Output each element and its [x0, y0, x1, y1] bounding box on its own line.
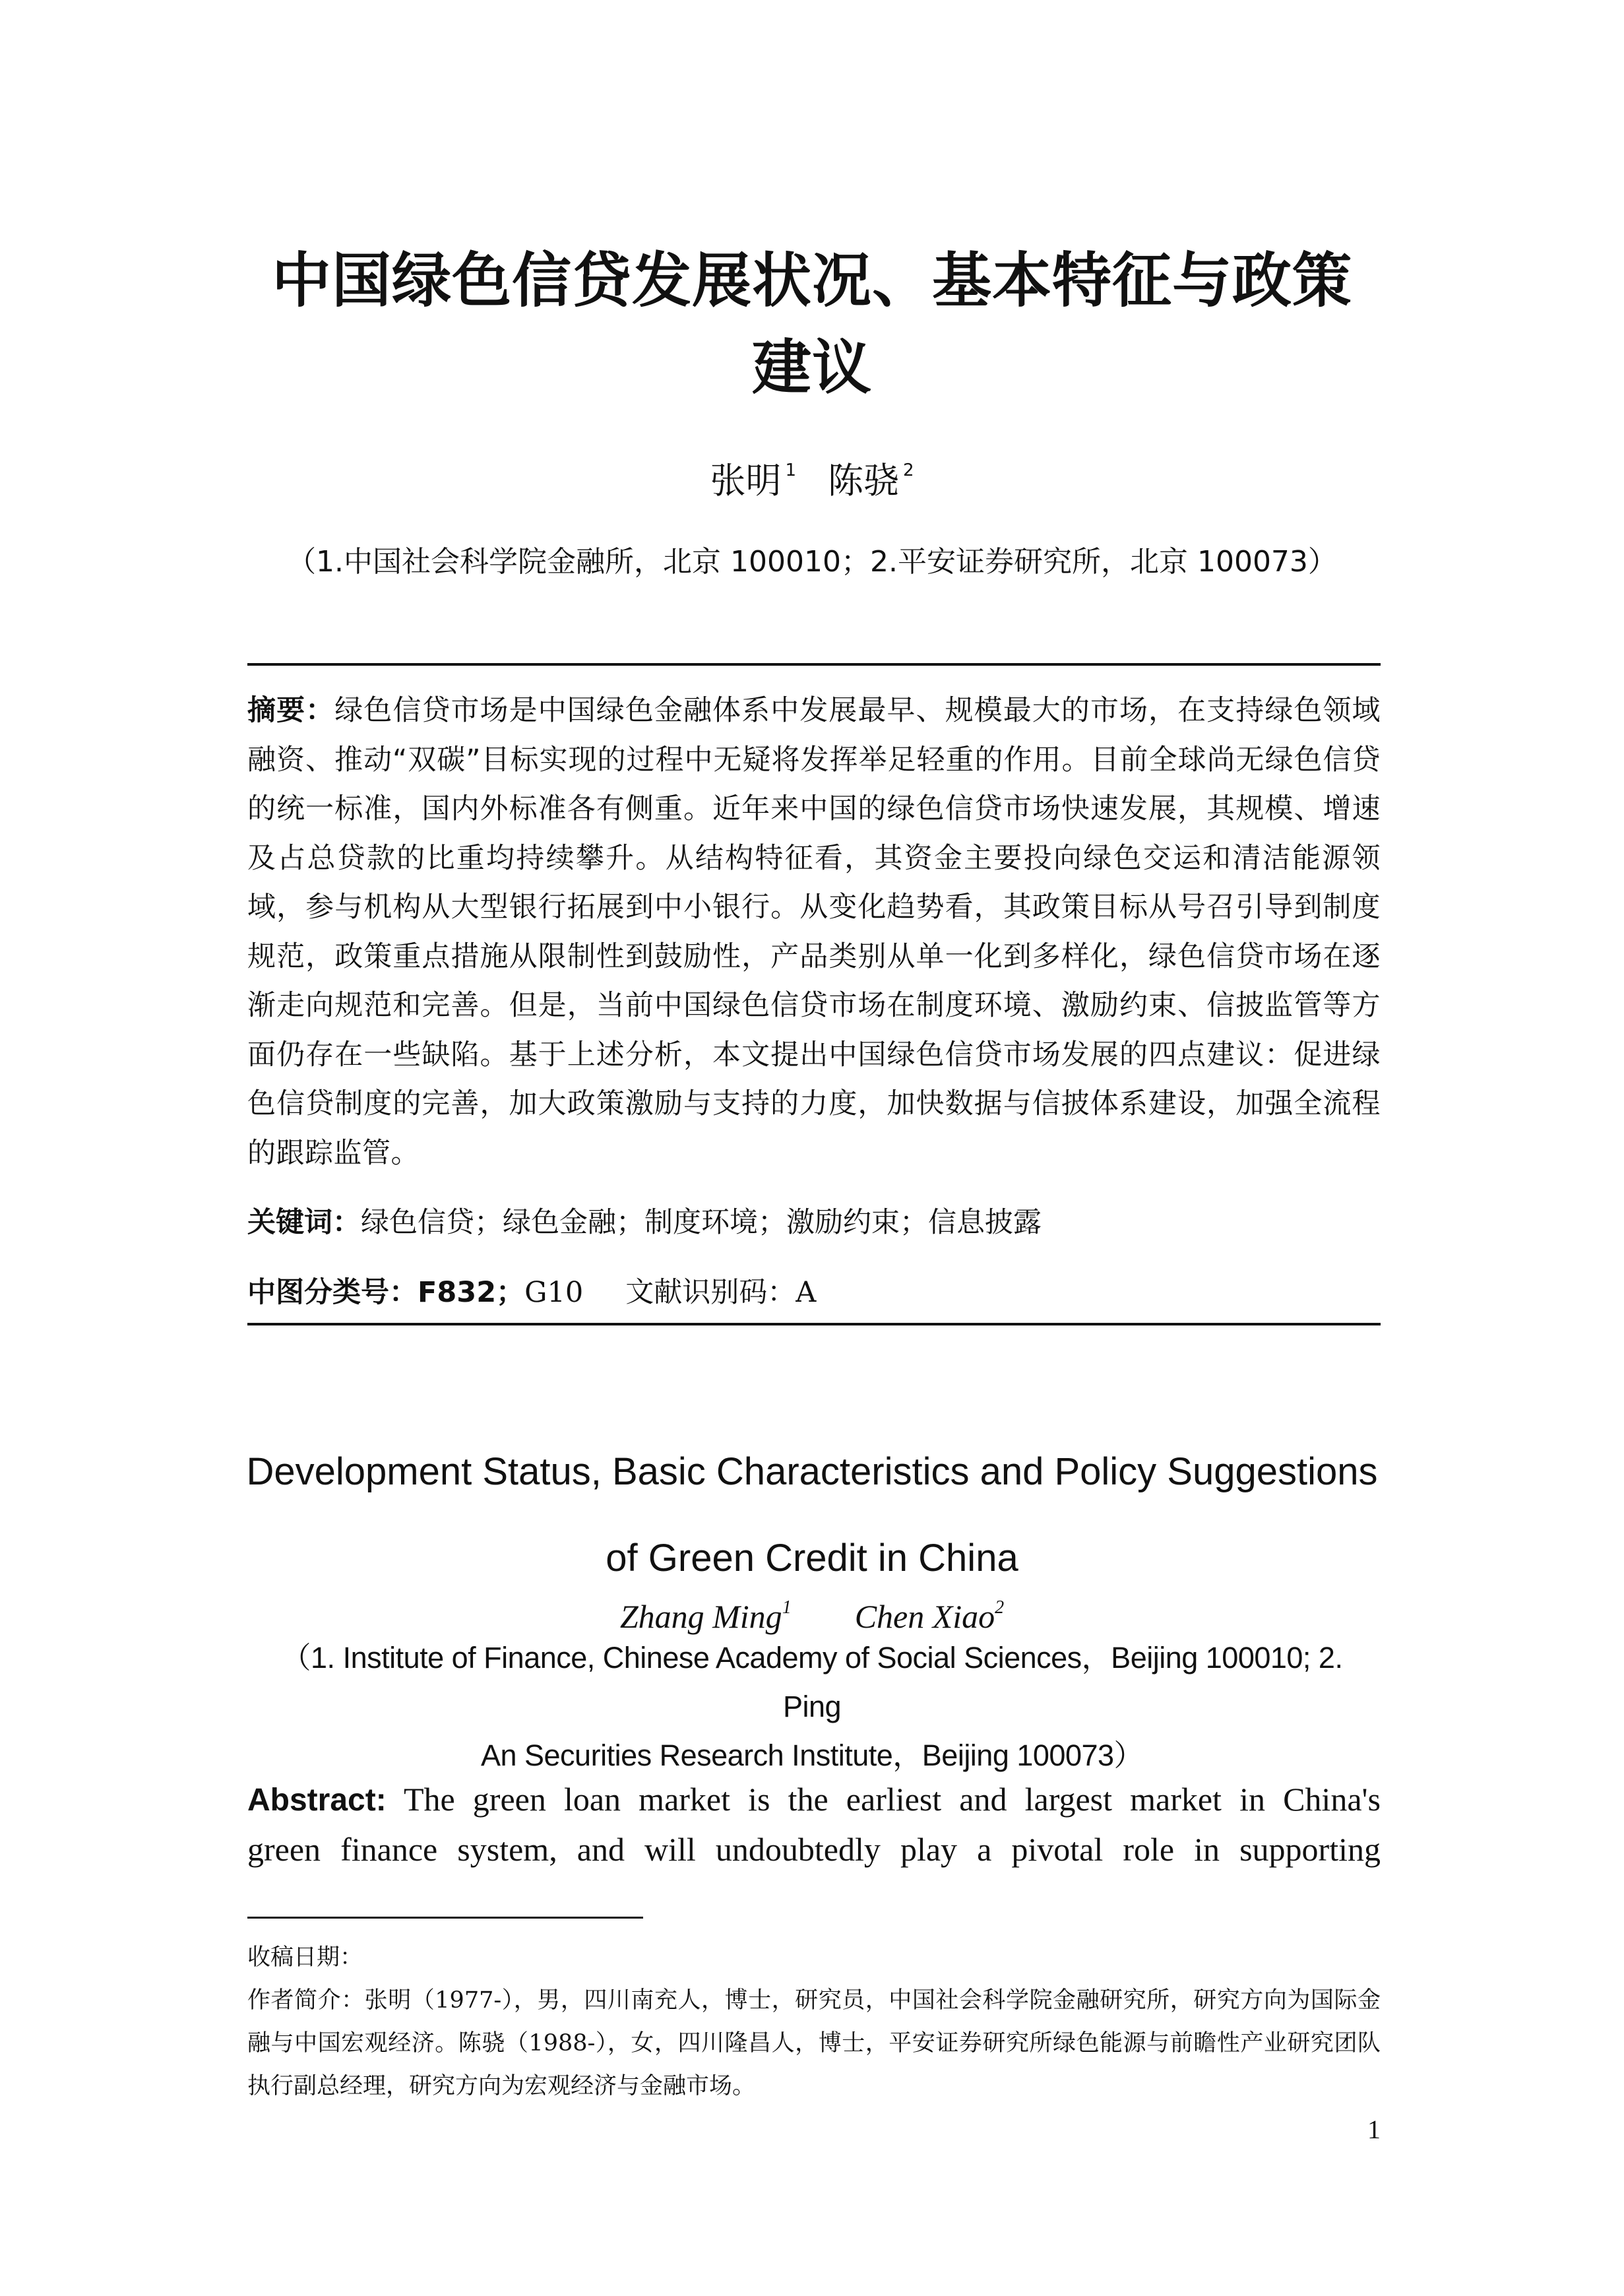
title-en: [198, 1428, 1426, 1601]
keywords-cn: [247, 1199, 1381, 1246]
affiliations-en: [277, 1634, 1347, 1780]
affiliations-cn: （1.中国社会科学院金融所，北京 100010；2.平安证券研究所，北京 100073）: [287, 545, 1337, 579]
keywords-cn-text: 绿色信贷；绿色金融；制度环境；激励约束；信息披露: [361, 1206, 1042, 1239]
title-cn: [198, 238, 1426, 412]
title-cn-line-2: 建议: [752, 333, 872, 402]
author-affiliation-mark-en: 2: [995, 1597, 1005, 1618]
abstract-en-label: Abstract:: [247, 1783, 387, 1818]
footnote-divider: [247, 1917, 643, 1919]
bottom-divider: [247, 1323, 1381, 1325]
received-date: 收稿日期：: [247, 1944, 363, 1971]
bio-year-1: 1977-: [435, 1987, 502, 2014]
classification-code-bold: F832；: [418, 1276, 525, 1309]
abstract-en: [247, 1775, 1381, 1874]
bio-part-2: ），男，四川南充人，博士，研究员，中国社会科学院金融研究所，研究方向为国际金融与中国宏观经济。陈骁（: [247, 1987, 1381, 2057]
bio-year-2: 1988-: [528, 2030, 596, 2057]
author-affiliation-mark: 1: [785, 461, 796, 480]
affiliations-en-line-1: （1. Institute of Finance, Chinese Academy of Social Sciences，Beijing 100010; 2. Ping: [281, 1641, 1343, 1723]
authors-en: [198, 1585, 1426, 1640]
abstract-cn-label: 摘要：: [247, 694, 335, 727]
title-cn-line-1: 中国绿色信贷发展状况、基本特征与政策: [272, 246, 1352, 315]
page-number: 1: [1367, 2115, 1381, 2144]
author-affiliation-mark: 2: [903, 461, 914, 480]
bio-part-3: ），女，四川隆昌人，博士，平安证券研究所绿色能源与前瞻性产业研究团队执行副总经理，研究方向为宏观经济与金融市场。: [247, 2030, 1381, 2099]
author-name: 陈骁: [828, 460, 899, 501]
title-en-line-1: Development Status, Basic Characteristics and Policy Suggestions: [246, 1450, 1378, 1493]
affiliations-en-line-2: An Securities Research Institute，Beijing 100073）: [480, 1738, 1144, 1772]
footnotes: [247, 1936, 1381, 2108]
bio-prefix: 作者简介：张明（: [247, 1987, 435, 2014]
classification-label: 中图分类号：: [247, 1276, 418, 1309]
author-name: 张明: [710, 460, 782, 501]
authors-cn: [198, 447, 1426, 504]
author-name-en: Zhang Ming: [619, 1598, 782, 1635]
abstract-en-line-2: green finance system, and will undoubtedly play a pivotal role in supporting: [247, 1831, 1381, 1868]
abstract-cn: [247, 686, 1381, 1178]
keywords-cn-label: 关键词：: [247, 1206, 361, 1239]
document-code-label: 文献识别码：: [625, 1276, 796, 1309]
document-code: A: [796, 1276, 817, 1309]
author-name-en: Chen Xiao: [854, 1598, 995, 1635]
title-en-line-2: of Green Credit in China: [606, 1537, 1018, 1579]
abstract-cn-text: 绿色信贷市场是中国绿色金融体系中发展最早、规模最大的市场，在支持绿色领域融资、推动“双碳”目标实现的过程中无疑将发挥举足轻重的作用。目前全球尚无绿色信贷的统一标准，国内外标准各有侧重。近年来中国的绿色信贷市场快速发展，其规模、增速及占总贷款的比重均持续攀升。从结构特征看，其资金主要投向绿色交运和清洁能源领域，参与机构从大型银行拓展到中小银行。从变化趋势看，其政策目标从号召引导到制度规范，政策重点措施从限制性到鼓励性，产品类别从单一化到多样化，绿色信贷市场在逐渐走向规范和完善。但是，当前中国绿色信贷市场在制度环境、激励约束、信披监管等方面仍存在一些缺陷。基于上述分析，本文提出中国绿色信贷市场发展的四点建议：促进绿色信贷制度的完善，加大政策激励与支持的力度，加快数据与信披体系建设，加强全流程的跟踪监管。: [247, 694, 1381, 1170]
classification-code: G10: [524, 1276, 584, 1309]
classification-cn: [247, 1269, 1381, 1316]
author-bio: [247, 1979, 1381, 2108]
top-divider: [247, 663, 1381, 666]
author-affiliation-mark-en: 1: [782, 1597, 792, 1618]
abstract-en-line-1: [247, 1775, 1381, 1825]
abstract-en-text-1: The green loan market is the earliest and largest market in China's: [403, 1781, 1381, 1818]
